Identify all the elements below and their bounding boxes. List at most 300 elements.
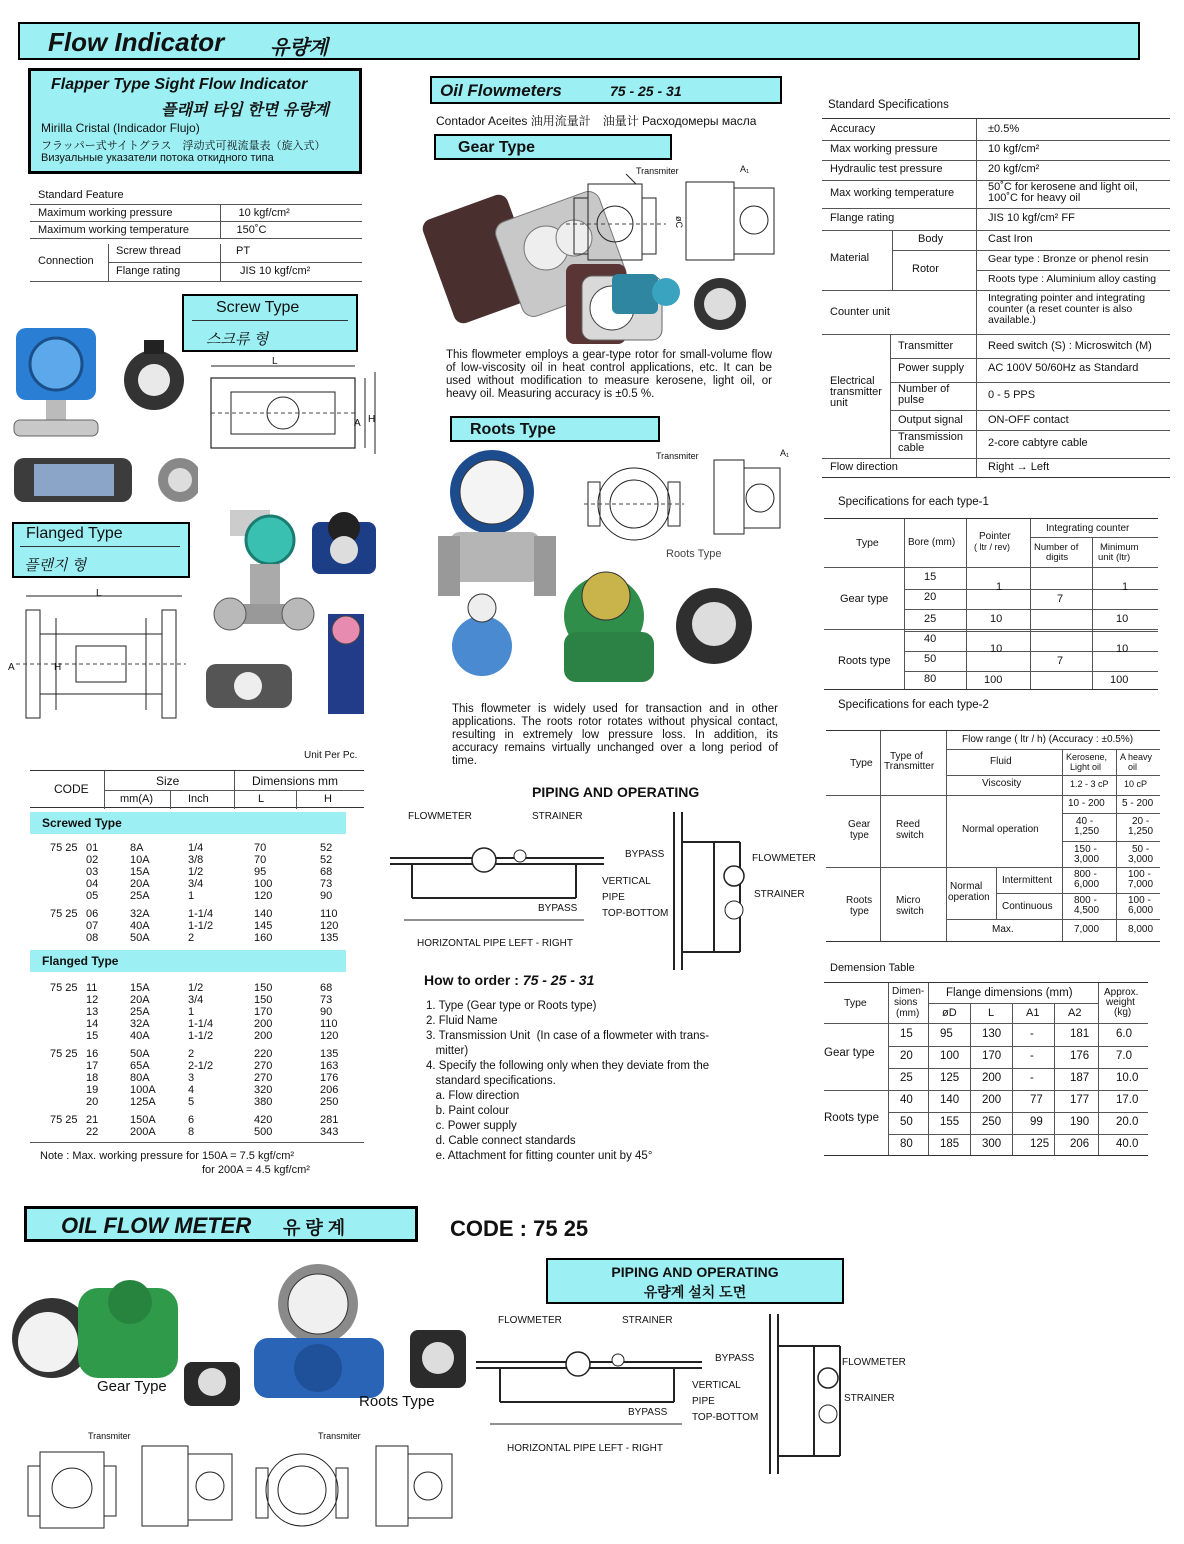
mm-cell: 125A (130, 1096, 156, 1108)
bottom-piping-box (546, 1258, 844, 1304)
ri1: 6,000 (1074, 879, 1100, 890)
H-cell: 68 (320, 866, 333, 878)
order-item: 2. Fluid Name (426, 1015, 498, 1027)
flanged-type-title-kr: 플랜지 형 (24, 557, 87, 574)
flanged-type-drawing (6, 588, 192, 726)
dim-cell: 170 (982, 1050, 1002, 1062)
b-piping-flowmeter: FLOWMETER (498, 1315, 562, 1326)
H-cell: 73 (320, 994, 333, 1006)
h-size: Size (156, 774, 180, 788)
spec-value: Integrating pointer and integrating (988, 292, 1146, 304)
dim-cell: 80 (900, 1138, 913, 1150)
order-item: c. Power supply (426, 1120, 517, 1132)
bottom-gear-caption: Gear Type (97, 1378, 167, 1395)
dim-cell: 140 (940, 1094, 960, 1106)
oil-flow-meter-title-kr: 유 량 계 (283, 1218, 346, 1238)
code-cell: 17 (86, 1060, 99, 1072)
mm-cell: 40A (130, 1030, 150, 1042)
rm0: 7,000 (1074, 924, 1100, 935)
screw-type-box (182, 294, 358, 352)
inch-cell: 3/8 (188, 854, 204, 866)
rc1: 4,500 (1074, 905, 1100, 916)
spec-label: Max working temperature (830, 187, 955, 199)
dim-cell: 25 (900, 1072, 913, 1084)
reed: Reed (896, 819, 920, 830)
spec-value: JIS 10 kgf/cm² FF (988, 212, 1075, 224)
dim-cell: - (1030, 1050, 1034, 1062)
flapper-ru: Визуальные указатели потока откидного типа (41, 152, 274, 164)
spec-label: Flange rating (830, 212, 895, 224)
H-cell: 120 (320, 920, 339, 932)
screw-thread-label: Screw thread (116, 245, 181, 257)
bottom-roots-transmiter: Transmiter (318, 1431, 361, 1441)
dim-cell: 20.0 (1116, 1116, 1139, 1128)
L-cell: 320 (254, 1084, 273, 1096)
flanged-type-label (30, 950, 346, 972)
main-title-bar (18, 22, 1140, 60)
L-cell: 145 (254, 920, 273, 932)
ri2: 100 - (1128, 869, 1151, 880)
inch-cell: 1-1/2 (188, 1030, 214, 1042)
h-kero: Kerosene, (1066, 752, 1108, 762)
dim-cell: 250 (982, 1116, 1002, 1128)
H-cell: 176 (320, 1072, 339, 1084)
L-cell: 140 (254, 908, 273, 920)
roots-dim-A1: A₁ (780, 448, 790, 458)
spec-value: Roots type : Aluminium alloy casting (988, 273, 1157, 285)
h-A2: A2 (1068, 1007, 1082, 1019)
bottom-code: CODE : 75 25 (450, 1216, 589, 1241)
code-cell: 22 (86, 1126, 99, 1138)
std-spec-rows (822, 118, 1170, 478)
standard-feature-title: Standard Feature (38, 189, 124, 201)
flapper-title: Flapper Type Sight Flow Indicator (51, 76, 308, 93)
group-prefix: 75 25 (50, 1048, 78, 1060)
flanged-dim-L: L (96, 588, 102, 599)
flanged-dim-A: A (8, 662, 15, 673)
code-cell: 02 (86, 854, 99, 866)
mm-cell: 150A (130, 1114, 156, 1126)
h-type: Type (856, 537, 879, 549)
code-cell: 06 (86, 908, 99, 920)
inch-cell: 1/4 (188, 842, 204, 854)
bottom-roots-caption: Roots Type (359, 1393, 435, 1410)
dim-cell: 20 (900, 1050, 913, 1062)
mm-cell: 40A (130, 920, 150, 932)
code-cell: 11 (86, 982, 98, 994)
dim-cell: 99 (1030, 1116, 1043, 1128)
roots-caption: Roots Type (666, 548, 722, 560)
L-cell: 200 (254, 1018, 273, 1030)
inch-cell: 1-1/4 (188, 1018, 214, 1030)
dimension-table (824, 982, 1148, 1156)
dim-cell: 206 (1070, 1138, 1090, 1150)
spec-label: Rotor (912, 263, 939, 275)
bottom-gear-transmiter: Transmiter (88, 1431, 131, 1441)
code-cell: 13 (86, 1006, 99, 1018)
h-tot: Type of (890, 751, 923, 762)
gear-type-box (434, 134, 672, 160)
gear: Gear (848, 819, 871, 830)
group-prefix: 75 25 (50, 842, 78, 854)
bore-cell: 20 (924, 591, 937, 603)
roots-type-box (450, 416, 660, 442)
h-tot2: Transmitter (884, 761, 935, 772)
continuous: Continuous (1002, 901, 1053, 912)
roots-label: Roots type (824, 1112, 879, 1124)
dim-cell: 77 (1030, 1094, 1043, 1106)
h-L: L (988, 1007, 995, 1019)
L-cell: 420 (254, 1114, 273, 1126)
order-item: mitter) (426, 1045, 469, 1057)
page-title-kr: 유량계 (270, 37, 328, 59)
h-bore: Bore (mm) (908, 537, 956, 548)
order-item: b. Paint colour (426, 1105, 510, 1117)
bore-cell: 80 (924, 673, 937, 685)
switch: switch (896, 830, 924, 841)
dim-cell: 125 (940, 1072, 960, 1084)
inch-cell: 6 (188, 1114, 195, 1126)
order-item: 4. Specify the following only when they deviate from the (426, 1060, 710, 1072)
sf-label: Maximum working pressure (30, 205, 220, 222)
dim-cell: 155 (940, 1116, 960, 1128)
flange-rating-label: Flange rating (116, 265, 181, 277)
screwed-type-label-text: Screwed Type (42, 816, 122, 830)
flow-indicator-photos (8, 320, 198, 510)
gk1: 40 - (1076, 816, 1094, 827)
flange-rating-value: JIS 10 kgf/cm² (240, 265, 311, 277)
ri0: 800 - (1074, 869, 1097, 880)
inch-cell: 2 (188, 932, 195, 944)
piping-strainer: STRAINER (532, 811, 583, 822)
bore-cell: 15 (924, 571, 937, 583)
spec-value: AC 100V 50/60Hz as Standard (988, 362, 1139, 374)
spec-label: cable (898, 442, 925, 454)
h-pointer2: ( ltr / rev) (974, 542, 1010, 552)
spec-label: unit (830, 397, 848, 409)
H-cell: 90 (320, 1006, 333, 1018)
screw-dim-H: H (368, 414, 376, 425)
page-title: Flow Indicator (48, 27, 225, 57)
mm-cell: 32A (130, 1018, 150, 1030)
r-min1: 10 (1116, 643, 1129, 655)
bore-cell: 40 (924, 633, 937, 645)
roots-transmiter-label: Transmiter (656, 451, 699, 461)
h-L: L (258, 793, 265, 805)
screw-dim-L: L (272, 356, 278, 367)
b-piping-bypass-right: BYPASS (715, 1353, 755, 1364)
H-cell: 281 (320, 1114, 339, 1126)
r-min2: 100 (1110, 674, 1129, 686)
h-dim2: sions (894, 997, 918, 1008)
rc0: 800 - (1074, 895, 1097, 906)
type2-table (826, 730, 1160, 942)
code-cell: 07 (86, 920, 99, 932)
order-list (426, 999, 766, 1164)
gh3: 50 - (1132, 844, 1150, 855)
inch-cell: 2-1/2 (188, 1060, 214, 1072)
inch-cell: 5 (188, 1096, 195, 1108)
roots-type-drawing (584, 452, 784, 542)
normal-op: Normal operation (962, 824, 1039, 835)
oil-flow-meter-title: OIL FLOW METER (61, 1213, 252, 1238)
screw-thread-value: PT (236, 245, 251, 257)
spec-label: Hydraulic test pressure (830, 163, 943, 175)
piping-horizontal: HORIZONTAL PIPE LEFT - RIGHT (417, 938, 573, 949)
mm-cell: 25A (130, 890, 150, 902)
dim-cell: 190 (1070, 1116, 1090, 1128)
screw-type-title-kr: 스크류 형 (206, 331, 269, 348)
L-cell: 120 (254, 890, 273, 902)
h-ic: Integrating counter (1046, 523, 1130, 534)
H-cell: 110 (320, 908, 338, 920)
mm-cell: 100A (130, 1084, 156, 1096)
code-cell: 19 (86, 1084, 99, 1096)
h-type: Type (844, 997, 867, 1009)
h-dims: Dimensions mm (252, 774, 339, 788)
dim-cell: 300 (982, 1138, 1002, 1150)
oil-subtitle: Contador Aceites 油用流量計 油量计 Расходомеры масла (436, 114, 757, 128)
L-cell: 150 (254, 982, 273, 994)
b-piping-flowmeter-right: FLOWMETER (842, 1357, 906, 1368)
code-cell: 08 (86, 932, 99, 944)
piping-pipe: PIPE (602, 892, 625, 903)
piping-strainer-right: STRAINER (754, 889, 805, 900)
H-cell: 73 (320, 878, 333, 890)
gear-label: Gear type (840, 593, 889, 605)
h-visc: Viscosity (982, 778, 1022, 789)
H-cell: 163 (320, 1060, 339, 1072)
L-cell: 270 (254, 1060, 273, 1072)
spec-value: 2-core cabtyre cable (988, 437, 1088, 449)
piping-title: PIPING AND OPERATING (532, 784, 700, 800)
rc2: 100 - (1128, 895, 1151, 906)
code-table-header (30, 770, 364, 808)
dim-cell: 100 (940, 1050, 960, 1062)
spec-value: Reed switch (S) : Microswitch (M) (988, 340, 1152, 352)
h-inch: Inch (188, 793, 209, 805)
oil-flowmeters-title: Oil Flowmeters (440, 81, 562, 100)
dim-cell: 6.0 (1116, 1028, 1132, 1040)
intermittent: Intermittent (1002, 875, 1053, 886)
inch-cell: 1/2 (188, 866, 204, 878)
h-code: CODE (54, 782, 89, 796)
spec-label: Power supply (898, 362, 965, 374)
L-cell: 100 (254, 878, 273, 890)
h-w2: weight (1106, 997, 1135, 1008)
b-piping-strainer: STRAINER (622, 1315, 673, 1326)
standard-feature-table (30, 204, 362, 239)
gk3: 150 - (1074, 844, 1097, 855)
L-cell: 500 (254, 1126, 273, 1138)
roots: Roots (846, 895, 873, 906)
rc3: 6,000 (1128, 905, 1154, 916)
oil-flowmeters-code: 75 - 25 - 31 (610, 83, 682, 99)
dim-cell: 50 (900, 1116, 913, 1128)
h-w3: (kg) (1114, 1007, 1132, 1018)
r-digits: 7 (1057, 655, 1064, 667)
code-cell: 18 (86, 1072, 99, 1084)
bottom-piping-title: PIPING AND OPERATING (611, 1264, 779, 1280)
order-item: e. Attachment for fitting counter unit by 45° (426, 1150, 653, 1162)
dim-cell: 7.0 (1116, 1050, 1132, 1062)
oil-flow-meter-bar (24, 1206, 418, 1242)
spec-label: transmitter (830, 386, 882, 398)
inch-cell: 1-1/4 (188, 908, 214, 920)
g-min1: 1 (1122, 581, 1129, 593)
L-cell: 220 (254, 1048, 273, 1060)
spec-value: ±0.5% (988, 123, 1020, 135)
h-min2: unit (ltr) (1098, 552, 1131, 563)
screw-dim-A: A (354, 418, 361, 429)
bore-cell: 50 (924, 653, 937, 665)
spec-label: pulse (898, 394, 925, 406)
mm-cell: 10A (130, 854, 150, 866)
operation: operation (948, 892, 990, 903)
spec-value: Gear type : Bronze or phenol resin (988, 253, 1149, 265)
h-type: Type (850, 757, 873, 769)
type: type (850, 830, 869, 841)
flanged-type-box (12, 522, 190, 578)
code-cell: 21 (86, 1114, 99, 1126)
dim-cell: - (1030, 1072, 1034, 1084)
connection-block (30, 244, 362, 282)
dim-cell: 17.0 (1116, 1094, 1139, 1106)
g-digits: 7 (1057, 593, 1064, 605)
r-pointer2: 100 (984, 674, 1003, 686)
code-cell: 16 (86, 1048, 99, 1060)
mm-cell: 15A (130, 866, 150, 878)
L-cell: 380 (254, 1096, 273, 1108)
g-min2: 10 (1116, 613, 1129, 625)
L-cell: 150 (254, 994, 273, 1006)
L-cell: 200 (254, 1030, 273, 1042)
b-piping-pipe: PIPE (692, 1396, 715, 1407)
inch-cell: 3/4 (188, 878, 204, 890)
g-pointer2: 10 (990, 613, 1003, 625)
spec-value: Right → Left (988, 461, 1050, 473)
mm-cell: 20A (130, 994, 150, 1006)
spec-label: Electrical (830, 375, 875, 387)
mm-cell: 32A (130, 908, 150, 920)
inch-cell: 4 (188, 1084, 195, 1096)
flanged-flowmeter-photos (200, 504, 388, 724)
code-cell: 20 (86, 1096, 99, 1108)
spec-label: Counter unit (830, 306, 890, 318)
mm-cell: 80A (130, 1072, 150, 1084)
spec-label: Accuracy (830, 123, 876, 135)
code-cell: 01 (86, 842, 99, 854)
normal2: Normal (950, 881, 983, 892)
spec-value: available.) (988, 314, 1036, 326)
spec-label: Flow direction (830, 461, 898, 473)
dim-cell: 40.0 (1116, 1138, 1139, 1150)
piping-flowmeter-right: FLOWMETER (752, 853, 816, 864)
order-item: a. Flow direction (426, 1090, 520, 1102)
L-cell: 170 (254, 1006, 273, 1018)
dim-table-title: Demension Table (830, 962, 915, 974)
type2-title: Specifications for each type-2 (838, 699, 989, 711)
b-piping-strainer-right: STRAINER (844, 1393, 895, 1404)
mm-cell: 50A (130, 932, 150, 944)
order-title (424, 972, 594, 988)
screw-type-drawing (205, 358, 385, 476)
inch-cell: 3 (188, 1072, 195, 1084)
gear-desc: This flowmeter employs a gear-type rotor for small-volume flow of low-viscosity oil in heat control applications, etc. It can be used without modification to measure kerosene, light oil, or heavy oil. Measuring accuracy is ±0.5 %. (446, 349, 772, 400)
h-heavy: A heavy (1120, 752, 1153, 762)
order-item: standard specifications. (426, 1075, 556, 1087)
bottom-piping-title-kr: 유량계 설치 도면 (643, 1284, 747, 1300)
dim-cell: 185 (940, 1138, 960, 1150)
roots-label: Roots type (838, 655, 891, 667)
gear-transmiter-label: Transmiter (636, 166, 679, 176)
mm-cell: 200A (130, 1126, 156, 1138)
H-cell: 135 (320, 932, 339, 944)
inch-cell: 1-1/2 (188, 920, 214, 932)
visc-k: 1.2 - 3 cP (1070, 779, 1109, 789)
h-flange: Flange dimensions (mm) (946, 987, 1073, 999)
gk0: 10 - 200 (1068, 798, 1105, 809)
L-cell: 270 (254, 1072, 273, 1084)
ri3: 7,000 (1128, 879, 1154, 890)
h-dim3: (mm) (896, 1008, 920, 1019)
micro: Micro (896, 895, 921, 906)
h-range: Flow range ( ltr / h) (Accuracy : ±0.5%) (962, 734, 1134, 745)
H-cell: 68 (320, 982, 333, 994)
piping-flowmeter: FLOWMETER (408, 811, 472, 822)
flanged-dim-H: H (54, 662, 62, 673)
type1-title: Specifications for each type-1 (838, 496, 989, 508)
dim-cell: 125 (1030, 1138, 1050, 1150)
h-heavy2: oil (1128, 762, 1138, 772)
gear-dim-A1: A₁ (740, 164, 750, 174)
h-A1: A1 (1026, 1007, 1040, 1019)
dim-cell: 10.0 (1116, 1072, 1139, 1084)
flapper-title-kr: 플래퍼 타입 한면 유량계 (161, 102, 329, 119)
inch-cell: 8 (188, 1126, 195, 1138)
piping-bypass-right: BYPASS (625, 849, 665, 860)
H-cell: 110 (320, 1018, 338, 1030)
sf-value: 10 kgf/cm² (220, 205, 362, 222)
mm-cell: 15A (130, 982, 150, 994)
spec-value: Cast Iron (988, 233, 1033, 245)
dim-cell: 15 (900, 1028, 913, 1040)
spec-label: Output signal (898, 414, 963, 426)
spec-label: Number of (898, 383, 950, 395)
code-cell: 12 (86, 994, 99, 1006)
h-w: Approx. (1104, 987, 1139, 998)
flapper-box (28, 68, 362, 174)
oil-flowmeters-title-bar (430, 76, 782, 104)
gh4: 3,000 (1128, 854, 1154, 865)
mm-cell: 65A (130, 1060, 150, 1072)
h-H: H (324, 793, 332, 805)
g-pointer1: 1 (996, 581, 1003, 593)
inch-cell: 1 (188, 1006, 195, 1018)
h-fluid: Fluid (990, 756, 1012, 767)
spec-value: counter (a reset counter is also (988, 303, 1133, 315)
type: type (850, 906, 869, 917)
dim-cell: 95 (940, 1028, 953, 1040)
inch-cell: 1/2 (188, 982, 204, 994)
r-pointer1: 10 (990, 643, 1003, 655)
gk2: 1,250 (1074, 826, 1100, 837)
dim-cell: 40 (900, 1094, 913, 1106)
gk4: 3,000 (1074, 854, 1100, 865)
max: Max. (992, 924, 1014, 935)
code-cell: 14 (86, 1018, 99, 1030)
order-item: 3. Transmission Unit (In case of a flowmeter with trans- (426, 1030, 710, 1042)
